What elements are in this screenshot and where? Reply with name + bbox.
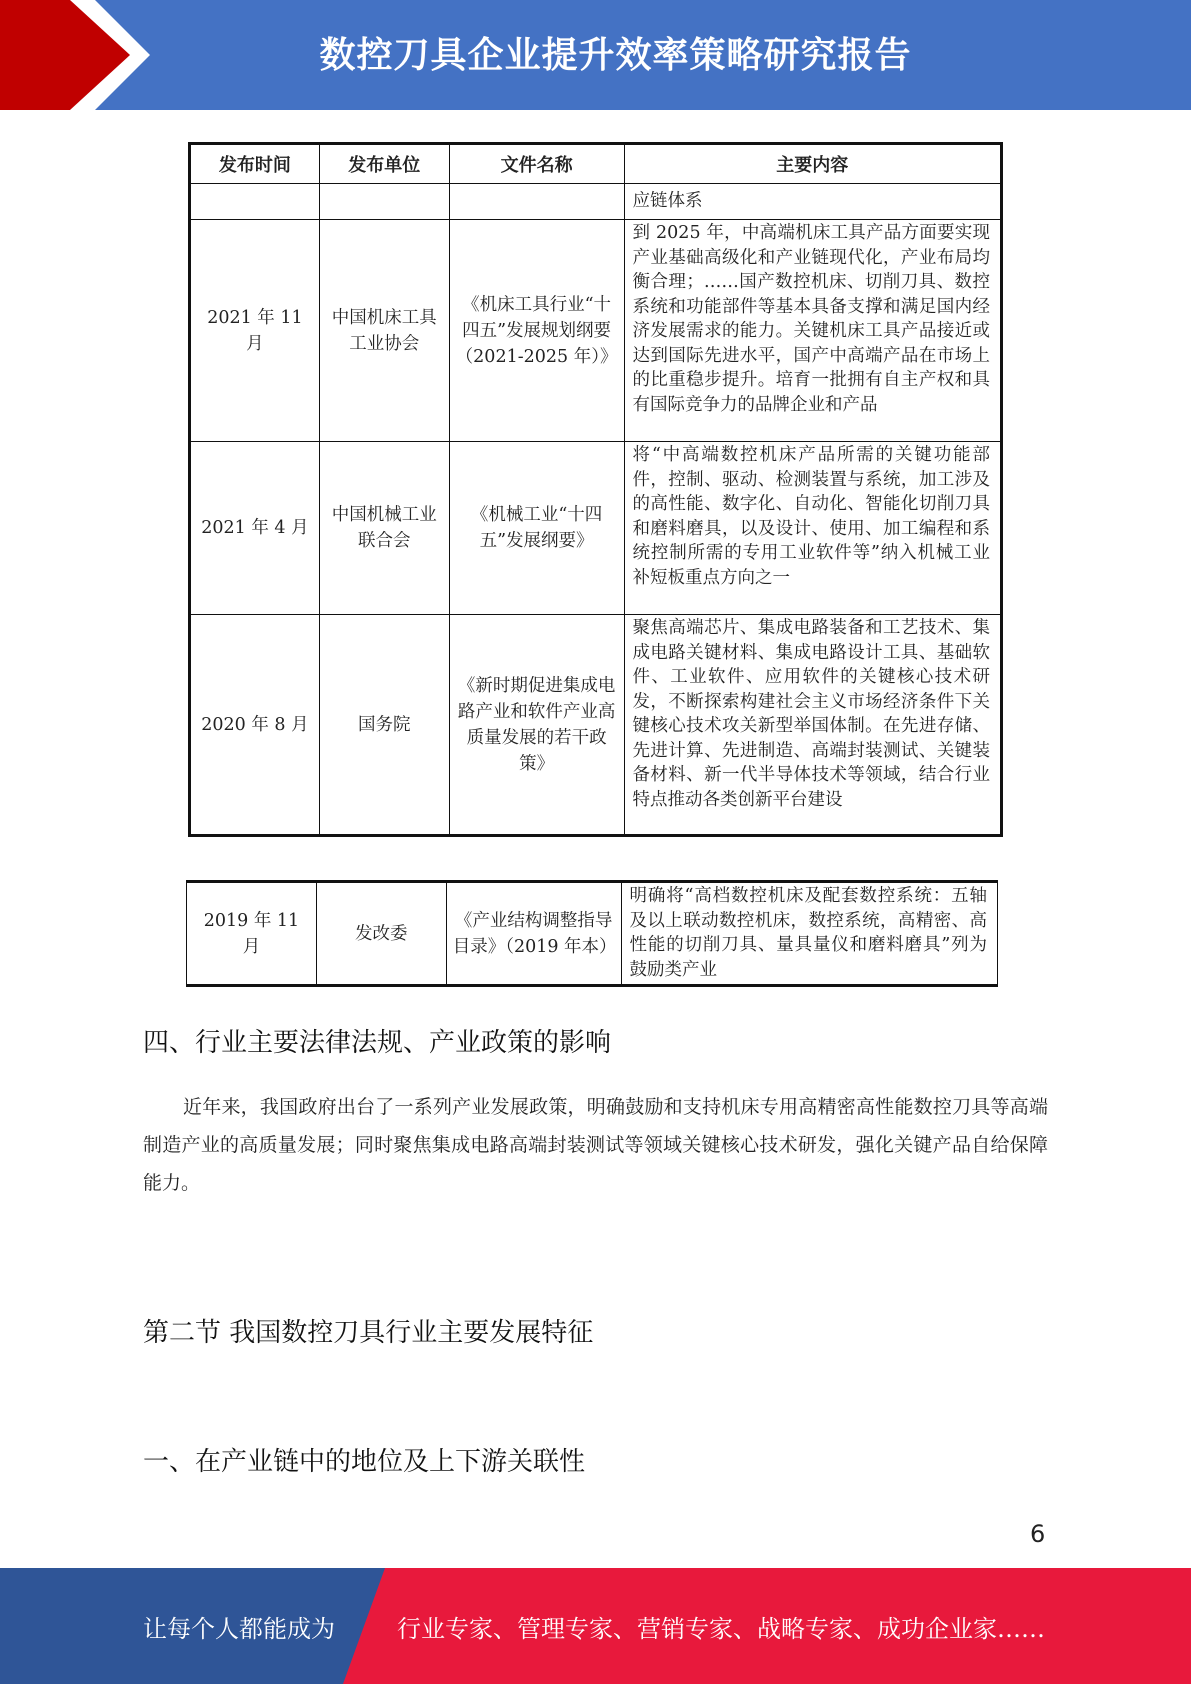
cell-date: 2021 年 11 月 bbox=[190, 220, 320, 442]
cell-date: 2020 年 8 月 bbox=[190, 615, 320, 836]
table-row bbox=[190, 442, 1002, 615]
table-row bbox=[190, 184, 1002, 220]
cell-issuer bbox=[319, 184, 449, 220]
header-title: 数控刀具企业提升效率策略研究报告 bbox=[319, 35, 912, 76]
column-header-content: 主要内容 bbox=[624, 144, 1002, 184]
cell-issuer: 中国机床工具工业协会 bbox=[319, 220, 449, 442]
cell-content: 将“中高端数控机床产品所需的关键功能部件，控制、驱动、检测装置与系统，加工涉及的高性能、数字化、自动化、智能化切削刀具和磨料磨具，以及设计、使用、加工编程和系统控制所需的专用工业软件等”纳入机械工业补短板重点方向之一 bbox=[624, 442, 1002, 615]
table-row bbox=[187, 882, 998, 986]
cell-issuer: 发改委 bbox=[316, 882, 446, 986]
cell-document: 《产业结构调整指导目录》（2019 年本） bbox=[446, 882, 621, 986]
column-header-date: 发布时间 bbox=[190, 144, 320, 184]
cell-document bbox=[449, 184, 624, 220]
cell-document: 《新时期促进集成电路产业和软件产业高质量发展的若干政策》 bbox=[449, 615, 624, 836]
column-header-issuer: 发布单位 bbox=[319, 144, 449, 184]
cell-content: 到 2025 年，中高端机床工具产品方面要实现产业基础高级化和产业链现代化，产业布局均衡合理；……国产数控机床、切削刀具、数控系统和功能部件等基本具备支撑和满足国内经济发展需求的能力。关键机床工具产品接近或达到国际先进水平，国产中高端产品在市场上的比重稳步提升。培育一批拥有自主产权和具有国际竞争力的品牌企业和产品 bbox=[624, 220, 1002, 442]
cell-content: 聚焦高端芯片、集成电路装备和工艺技术、集成电路关键材料、集成电路设计工具、基础软件、工业软件、应用软件的关键核心技术研发，不断探索构建社会主义市场经济条件下关键核心技术攻关新型举国体制。在先进存储、先进计算、先进制造、高端封装测试、关键装备材料、新一代半导体技术等领域，结合行业特点推动各类创新平台建设 bbox=[624, 615, 1002, 836]
cell-date: 2019 年 11 月 bbox=[187, 882, 317, 986]
policy-table-continued bbox=[186, 880, 998, 987]
cell-issuer: 国务院 bbox=[319, 615, 449, 836]
table-row bbox=[190, 615, 1002, 836]
cell-document: 《机床工具行业“十四五”发展规划纲要（2021-2025 年）》 bbox=[449, 220, 624, 442]
section-heading-industry-chain: 一、在产业链中的地位及上下游关联性 bbox=[143, 1447, 586, 1477]
policy-table bbox=[188, 142, 1003, 837]
table-header-row bbox=[190, 144, 1002, 184]
cell-document: 《机械工业“十四五”发展纲要》 bbox=[449, 442, 624, 615]
cell-date: 2021 年 4 月 bbox=[190, 442, 320, 615]
page-header bbox=[0, 0, 1191, 110]
cell-date bbox=[190, 184, 320, 220]
footer-slogan-left: 让每个人都能成为 bbox=[143, 1614, 335, 1643]
page-footer bbox=[0, 1568, 1191, 1684]
page-number: 6 bbox=[1030, 1520, 1046, 1548]
section-heading-policy-impact: 四、行业主要法律法规、产业政策的影响 bbox=[143, 1028, 612, 1058]
cell-issuer: 中国机械工业联合会 bbox=[319, 442, 449, 615]
chapter-heading: 第二节 我国数控刀具行业主要发展特征 bbox=[143, 1318, 594, 1348]
footer-slogan-right: 行业专家、管理专家、营销专家、战略专家、成功企业家…… bbox=[397, 1614, 1045, 1643]
column-header-document: 文件名称 bbox=[449, 144, 624, 184]
cell-content: 明确将“高档数控机床及配套数控系统：五轴及以上联动数控机床，数控系统，高精密、高性能的切削刀具、量具量仪和磨料磨具”列为鼓励类产业 bbox=[621, 882, 997, 986]
table-row bbox=[190, 220, 1002, 442]
cell-content: 应链体系 bbox=[624, 184, 1002, 220]
policy-impact-paragraph: 近年来，我国政府出台了一系列产业发展政策，明确鼓励和支持机床专用高精密高性能数控刀具等高端制造产业的高质量发展；同时聚焦集成电路高端封装测试等领域关键核心技术研发，强化关键产品自给保障能力。 bbox=[143, 1096, 1048, 1194]
